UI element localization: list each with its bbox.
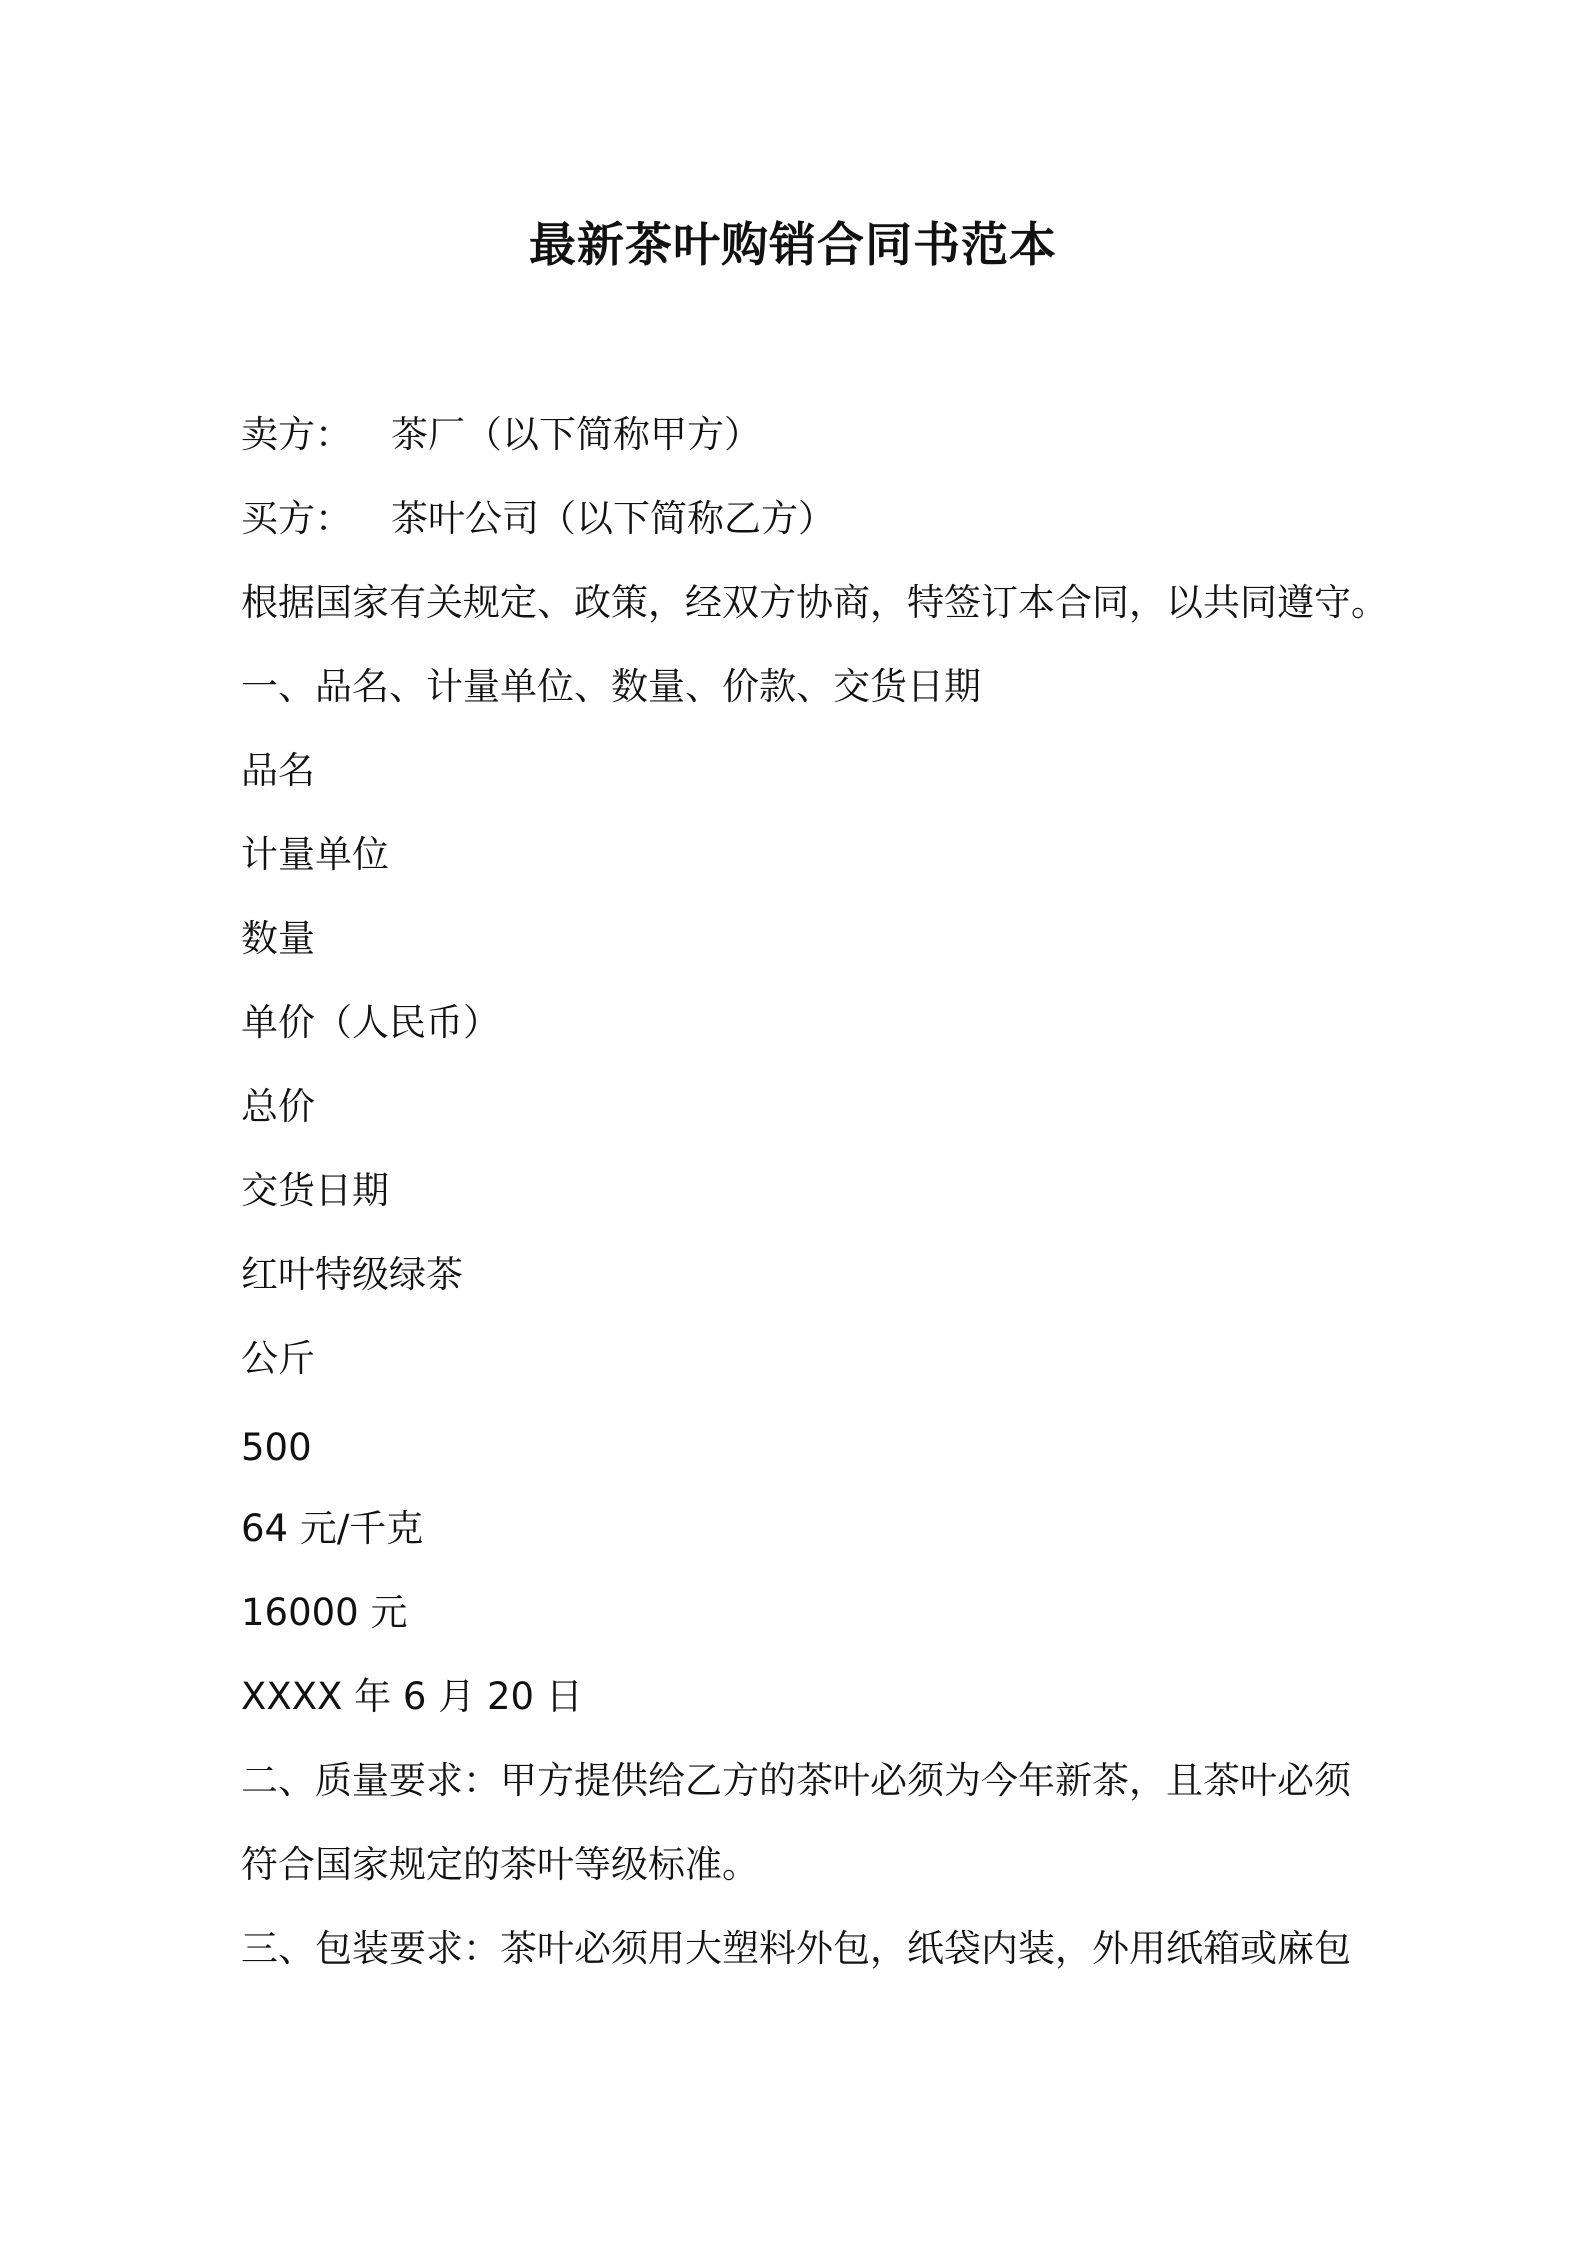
header-quantity: 数量 [241, 917, 315, 960]
seller-line [241, 412, 761, 458]
section2-line2: 符合国家规定的茶叶等级标准。 [241, 1843, 759, 1886]
intro-paragraph: 根据国家有关规定、政策，经双方协商，特签订本合同，以共同遵守。 [241, 581, 1388, 624]
header-total-price: 总价 [241, 1085, 315, 1128]
value-total-price: 16000 元 [241, 1591, 408, 1634]
value-unit-price: 64 元/千克 [241, 1507, 424, 1550]
section3-line1: 三、包装要求：茶叶必须用大塑料外包，纸袋内装，外用纸箱或麻包 [241, 1927, 1351, 1970]
seller-label: 卖方： [241, 413, 352, 456]
header-unit: 计量单位 [241, 833, 389, 876]
buyer-line [241, 496, 835, 542]
value-product-name: 红叶特级绿茶 [241, 1253, 463, 1296]
header-delivery-date: 交货日期 [241, 1169, 389, 1212]
section1-heading: 一、品名、计量单位、数量、价款、交货日期 [241, 665, 981, 708]
document-title: 最新茶叶购销合同书范本 [529, 218, 1057, 273]
buyer-label: 买方： [241, 497, 352, 540]
section2-line1: 二、质量要求：甲方提供给乙方的茶叶必须为今年新茶，且茶叶必须 [241, 1759, 1351, 1802]
value-unit: 公斤 [241, 1337, 315, 1380]
header-product-name: 品名 [241, 749, 315, 792]
buyer-value: 茶叶公司（以下简称乙方） [391, 497, 835, 540]
header-unit-price: 单价（人民币） [241, 1001, 500, 1044]
value-quantity: 500 [241, 1426, 312, 1469]
value-delivery-date: XXXX 年 6 月 20 日 [241, 1675, 583, 1718]
seller-value: 茶厂（以下简称甲方） [391, 413, 761, 456]
